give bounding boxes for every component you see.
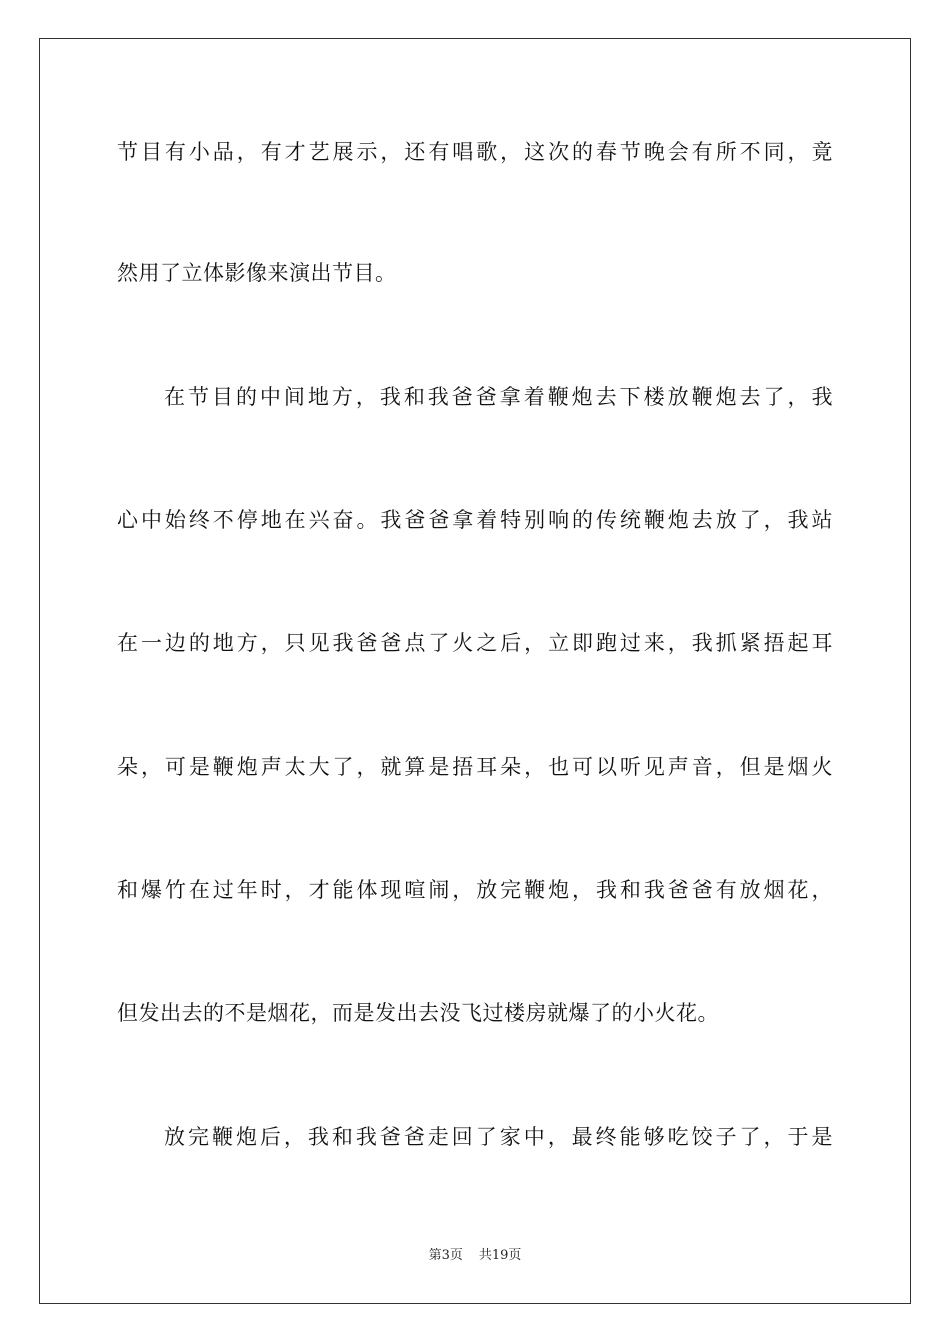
page-number: 第3页 bbox=[428, 1248, 463, 1263]
text-line-7: 和爆竹在过年时，才能体现喧闹，放完鞭炮，我和我爸爸有放烟花， bbox=[117, 878, 833, 902]
text-line-5: 在一边的地方，只见我爸爸点了火之后，立即跑过来，我抓紧捂起耳 bbox=[117, 631, 833, 655]
text-line-8: 但发出去的不是烟花，而是发出去没飞过楼房就爆了的小火花。 bbox=[117, 1001, 719, 1025]
text-line-2: 然用了立体影像来演出节目。 bbox=[117, 261, 397, 285]
text-line-3: 在节目的中间地方，我和我爸爸拿着鞭炮去下楼放鞭炮去了，我 bbox=[164, 385, 833, 409]
page-total: 共19页 bbox=[478, 1248, 522, 1263]
page-frame bbox=[39, 38, 911, 1304]
text-line-9: 放完鞭炮后，我和我爸爸走回了家中，最终能够吃饺子了，于是 bbox=[164, 1125, 833, 1149]
text-line-1: 节目有小品，有才艺展示，还有唱歌，这次的春节晚会有所不同，竟 bbox=[117, 140, 833, 164]
text-line-6: 朵，可是鞭炮声太大了，就算是捂耳朵，也可以听见声音，但是烟火 bbox=[117, 755, 833, 779]
text-line-4: 心中始终不停地在兴奋。我爸爸拿着特别响的传统鞭炮去放了，我站 bbox=[117, 508, 833, 532]
page-footer bbox=[0, 1247, 950, 1265]
